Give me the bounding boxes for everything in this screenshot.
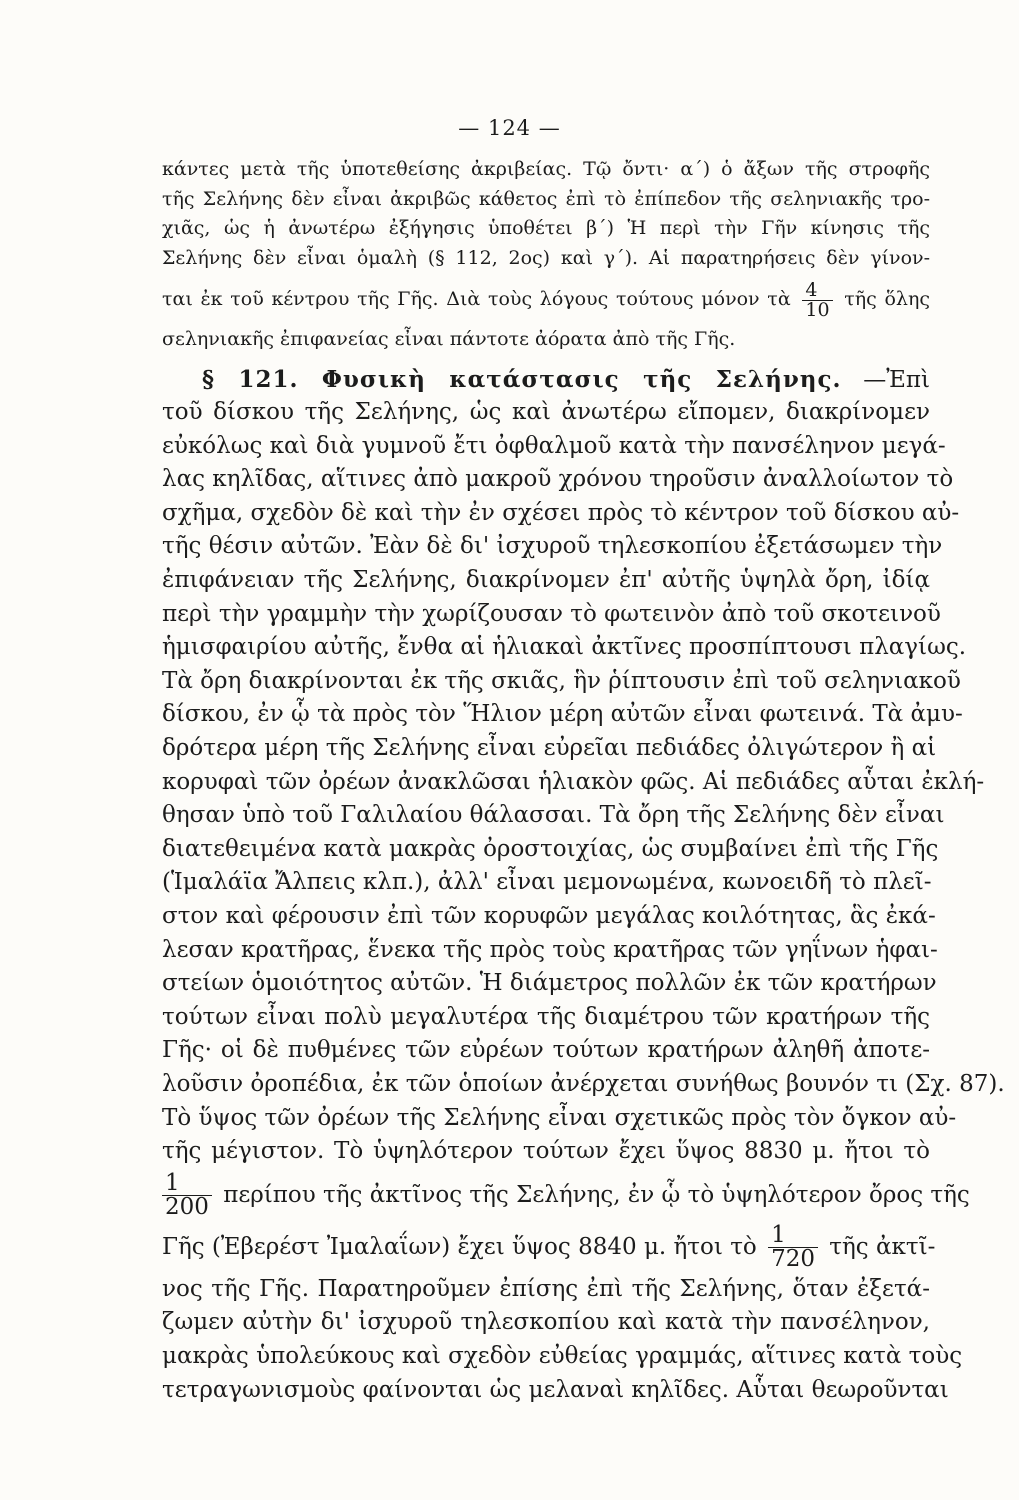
fraction-numerator: 1 bbox=[162, 1172, 212, 1196]
text-fragment: περίπου τῆς ἀκτῖνος τῆς Σελήνης, ἐν ᾧ τὸ ὑψηλότερον ὄρος τῆς bbox=[223, 1181, 970, 1208]
text-line: δίσκου, ἐν ᾧ τὰ πρὸς τὸν Ἥλιον μέρη αὐτῶν εἶναι φωτεινά. Τὰ ἀμυ- bbox=[162, 701, 963, 728]
text-line: σεληνιακῆς ἐπιφανείας εἶναι πάντοτε ἀόρατα ἀπὸ τῆς Γῆς. bbox=[162, 328, 736, 350]
text-line: (Ἱμαλάϊα Ἄλπεις κλπ.), ἀλλ' εἶναι μεμονωμένα, κωνοειδῆ τὸ πλεῖ- bbox=[162, 869, 932, 896]
text-line: Σελήνης δὲν εἶναι ὁμαλὴ (§ 112, 2ος) καὶ γ΄). Αἱ παρατηρήσεις δὲν γίνον- bbox=[162, 246, 930, 269]
text-line-with-fraction bbox=[162, 1221, 936, 1273]
fraction-numerator: 4 bbox=[802, 281, 832, 301]
text-line: ἡμισφαιρίου αὐτῆς, ἔνθα αἱ ἡλιακαὶ ἀκτῖνες προσπίπτουσι πλαγίως. bbox=[162, 634, 967, 661]
text-line: σχῆμα, σχεδὸν δὲ καὶ τὴν ἐν σχέσει πρὸς τὸ κέντρον τοῦ δίσκου αὐ- bbox=[162, 499, 960, 526]
text-line: τετραγωνισμοὺς φαίνονται ὡς μελαναὶ κηλῖδες. Αὗται θεωροῦνται bbox=[162, 1376, 949, 1403]
text-line-with-fraction bbox=[162, 273, 930, 325]
section-heading: § 121. Φυσικὴ κατάστασις τῆς Σελήνης. bbox=[202, 365, 842, 393]
text-line: λοῦσιν ὀροπέδια, ἐκ τῶν ὁποίων ἀνέρχεται συνήθως βουνόν τι (Σχ. 87). bbox=[162, 1070, 1005, 1097]
text-line: εὐκόλως καὶ διὰ γυμνοῦ ἔτι ὀφθαλμοῦ κατὰ τὴν πανσέληνον μεγά- bbox=[162, 432, 946, 459]
fraction-denominator: 10 bbox=[805, 298, 830, 321]
text-line: τοῦ δίσκου τῆς Σελήνης, ὡς καὶ ἀνωτέρω εἴπομεν, διακρίνομεν bbox=[162, 399, 930, 426]
text-line: Τὸ ὕψος τῶν ὀρέων τῆς Σελήνης εἶναι σχετικῶς πρὸς τὸν ὄγκον αὐ- bbox=[162, 1104, 957, 1131]
text-line: ζωμεν αὐτὴν δι' ἰσχυροῦ τηλεσκοπίου καὶ κατὰ τὴν πανσέληνον, bbox=[162, 1309, 930, 1336]
fraction-denominator: 200 bbox=[165, 1194, 209, 1221]
text-line: στείων ὁμοιότητος αὐτῶν. Ἡ διάμετρος πολλῶν ἐκ τῶν κρατήρων bbox=[162, 970, 937, 997]
text-line: μακρὰς ὑπολεύκους καὶ σχεδὸν εὐθείας γραμμάς, αἵτινες κατὰ τοὺς bbox=[162, 1342, 963, 1369]
text-line: τῆς μέγιστον. Τὸ ὑψηλότερον τούτων ἔχει ὕψος 8830 μ. ἤτοι τὸ bbox=[162, 1138, 930, 1165]
text-fragment: Γῆς (Ἐβερέστ Ἰμαλαΐων) ἔχει ὕψος 8840 μ. ἤτοι τὸ bbox=[162, 1233, 757, 1260]
text-line: διατεθειμένα κατὰ μακρὰς ὀροστοιχίας, ὡς συμβαίνει ἐπὶ τῆς Γῆς bbox=[162, 835, 939, 862]
text-line: περὶ τὴν γραμμὴν τὴν χωρίζουσαν τὸ φωτεινὸν ἀπὸ τοῦ σκοτεινοῦ bbox=[162, 600, 941, 627]
text-line: ἐπιφάνειαν τῆς Σελήνης, διακρίνομεν ἐπ' αὐτῆς ὑψηλὰ ὄρη, ἰδίᾳ bbox=[162, 567, 930, 594]
fraction bbox=[162, 1172, 212, 1219]
text-line: λας κηλῖδας, αἵτινες ἀπὸ μακροῦ χρόνου τηροῦσιν ἀναλλοίωτον τὸ bbox=[162, 466, 954, 493]
text-line: τούτων εἶναι πολὺ μεγαλυτέρα τῆς διαμέτρου τῶν κρατήρων τῆς bbox=[162, 1003, 930, 1030]
text-line: χιᾶς, ὡς ἡ ἀνωτέρω ἐξήγησις ὑποθέτει β΄) Ἡ περὶ τὴν Γῆν κίνησις τῆς bbox=[162, 217, 930, 239]
text-line: θησαν ὑπὸ τοῦ Γαλιλαίου θάλασσαι. Τὰ ὄρη τῆς Σελήνης δὲν εἶναι bbox=[162, 802, 945, 829]
text-line: τῆς θέσιν αὐτῶν. Ἐὰν δὲ δι' ἰσχυροῦ τηλεσκοπίου ἐξετάσωμεν τὴν bbox=[162, 533, 943, 560]
text-line: λεσαν κρατῆρας, ἕνεκα τῆς πρὸς τοὺς κρατῆρας τῶν γηΐνων ἡφαι- bbox=[162, 936, 938, 963]
text-line: Γῆς· οἱ δὲ πυθμένες τῶν εὐρέων τούτων κρατήρων ἀληθῆ ἀποτε- bbox=[162, 1037, 930, 1064]
fraction-denominator: 720 bbox=[771, 1246, 815, 1273]
fraction bbox=[768, 1224, 818, 1271]
text-line: Τὰ ὄρη διακρίνονται ἐκ τῆς σκιᾶς, ἣν ῥίπτουσιν ἐπὶ τοῦ σεληνιακοῦ bbox=[162, 667, 961, 694]
text-body bbox=[162, 155, 1005, 1407]
text-fragment: —Ἐπὶ bbox=[863, 366, 931, 393]
text-fragment: τῆς ἀκτῖ- bbox=[829, 1233, 936, 1260]
text-line: κορυφαὶ τῶν ὀρέων ἀνακλῶσαι ἡλιακὸν φῶς. Αἱ πεδιάδες αὗται ἐκλή- bbox=[162, 768, 985, 795]
page-number: — 124 — bbox=[458, 116, 561, 140]
text-fragment: ται ἐκ τοῦ κέντρου τῆς Γῆς. Διὰ τοὺς λόγους τούτους μόνον τὰ bbox=[162, 288, 791, 310]
text-line: δρότερα μέρη τῆς Σελήνης εἶναι εὐρεῖαι πεδιάδες ὀλιγώτερον ἢ αἱ bbox=[162, 735, 937, 762]
text-fragment: τῆς ὅλης bbox=[844, 288, 930, 310]
text-line: κάντες μετὰ τῆς ὑποτεθείσης ἀκριβείας. Τῷ ὄντι· α΄) ὁ ἄξων τῆς στροφῆς bbox=[162, 158, 930, 180]
text-line-with-fraction bbox=[162, 1169, 970, 1221]
section-heading-line bbox=[162, 363, 930, 397]
fraction-numerator: 1 bbox=[768, 1224, 818, 1248]
text-line: τῆς Σελήνης δὲν εἶναι ἀκριβῶς κάθετος ἐπὶ τὸ ἐπίπεδον τῆς σεληνιακῆς τρο- bbox=[162, 187, 930, 210]
fraction bbox=[802, 278, 832, 321]
text-line: νος τῆς Γῆς. Παρατηροῦμεν ἐπίσης ἐπὶ τῆς Σελήνης, ὅταν ἐξετά- bbox=[162, 1275, 930, 1302]
text-line: στον καὶ φέρουσιν ἐπὶ τῶν κορυφῶν μεγάλας κοιλότητας, ἃς ἐκά- bbox=[162, 903, 936, 929]
